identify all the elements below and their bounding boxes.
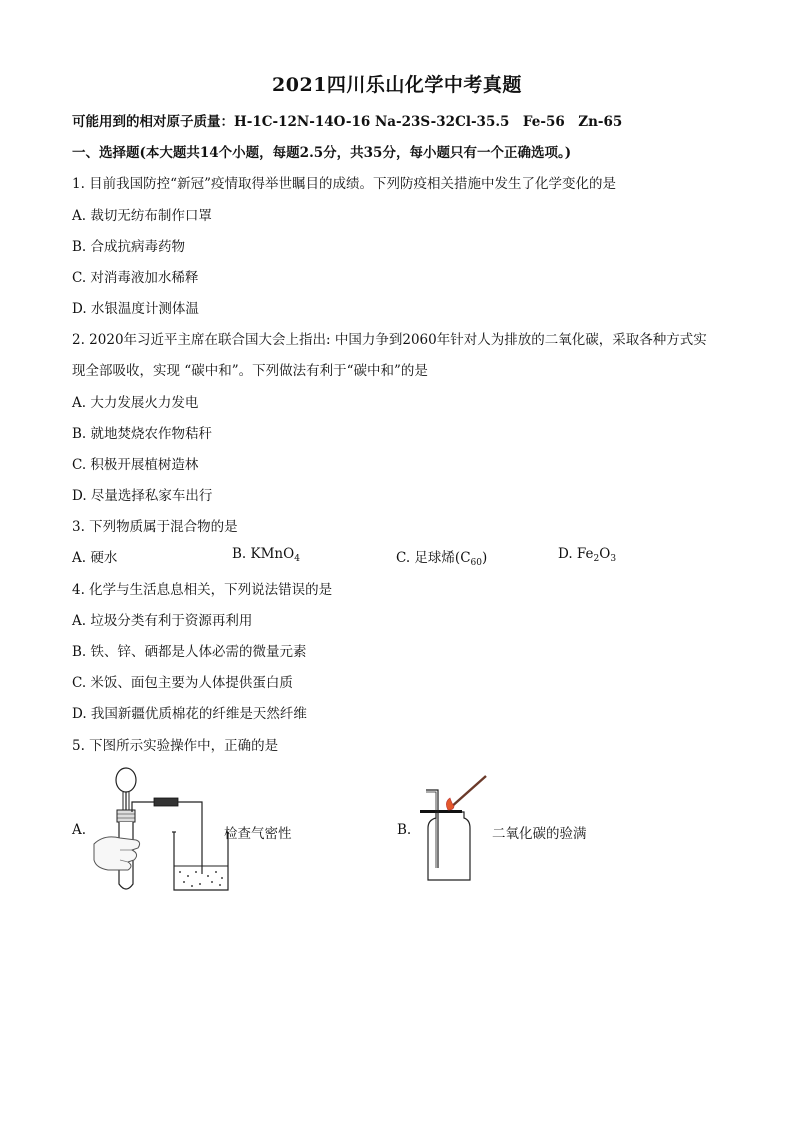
q1-option-c: C. 对消毒液加水稀释 (72, 270, 199, 286)
q3-option-b (232, 546, 300, 564)
q5-stem: 5. 下图所示实验操作中，正确的是 (72, 738, 279, 754)
q3-option-b-text: B. KMnO (232, 546, 295, 562)
q3-option-c-close: ) (481, 550, 488, 566)
q4-option-a: A. 垃圾分类有利于资源再利用 (72, 613, 253, 629)
q2-option-c: C. 积极开展植树造林 (72, 457, 199, 473)
beaker (174, 832, 228, 890)
q5-option-b-letter: B. (397, 822, 412, 838)
q2-option-b: B. 就地焚烧农作物秸秆 (72, 426, 213, 442)
q3-option-c-text: C. 足球烯(C (396, 550, 471, 566)
q5-option-a-letter: A. (72, 822, 87, 838)
q3-option-d-subscript-1: 2 (593, 554, 600, 564)
q1-option-a: A. 裁切无纺布制作口罩 (72, 208, 212, 224)
q4-stem: 4. 化学与生活息息相关，下列说法错误的是 (72, 582, 333, 598)
airtightness-check-figure (92, 764, 232, 896)
q5-option-a-caption: 检查气密性 (224, 826, 292, 842)
water-bubbles (179, 871, 223, 887)
q4-option-b: B. 铁、锌、硒都是人体必需的微量元素 (72, 644, 307, 660)
q3-stem: 3. 下列物质属于混合物的是 (72, 519, 238, 535)
q5-option-b-caption: 二氧化碳的验满 (492, 826, 587, 842)
funnel-bulb (116, 768, 136, 792)
q3-option-b-subscript: 4 (294, 554, 300, 564)
q2-option-a: A. 大力发展火力发电 (72, 395, 199, 411)
q3-option-d-text: D. Fe (558, 546, 594, 562)
q3-option-d (558, 546, 616, 564)
q4-option-d: D. 我国新疆优质棉花的纤维是天然纤维 (72, 706, 307, 722)
q2-stem-line2: 现全部吸收，实现 “碳中和”。下列做法有利于“碳中和”的是 (72, 363, 428, 379)
rubber-tube (154, 798, 178, 806)
q4-option-c: C. 米饭、面包主要为人体提供蛋白质 (72, 675, 293, 691)
wooden-splint (450, 776, 486, 808)
glass-plate (420, 810, 462, 813)
section-heading: 一、选择题(本大题共14个小题，每题2.5分，共35分，每小题只有一个正确选项。) (72, 145, 572, 161)
flame-icon (446, 798, 454, 810)
q1-option-d: D. 水银温度计测体温 (72, 301, 199, 317)
q3-option-c (396, 546, 487, 568)
page-title: 2021四川乐山化学中考真题 (272, 74, 522, 96)
q2-option-d: D. 尽量选择私家车出行 (72, 488, 213, 504)
q3-option-d-subscript-2: 3 (610, 554, 617, 564)
q1-stem: 1. 目前我国防控“新冠”疫情取得举世瞩目的成绩。下列防疫相关措施中发生了化学变化的是 (72, 176, 616, 192)
gas-bottle (428, 812, 470, 880)
q3-option-d-oxygen: O (599, 546, 611, 562)
co2-fullness-test-figure (414, 772, 498, 884)
q3-option-c-subscript: 60 (470, 558, 482, 568)
q3-option-a: A. 硬水 (72, 550, 118, 566)
q2-stem-line1: 2. 2020年习近平主席在联合国大会上指出: 中国力争到2060年针对人为排放的二氧化碳，采取各种方式实 (72, 332, 707, 348)
atomic-mass-line: 可能用到的相对原子质量：H-1C-12N-14O-16 Na-23S-32Cl-35.5 Fe-56 Zn-65 (72, 114, 623, 130)
q1-option-b: B. 合成抗病毒药物 (72, 239, 186, 255)
q3-options-row (72, 546, 732, 566)
